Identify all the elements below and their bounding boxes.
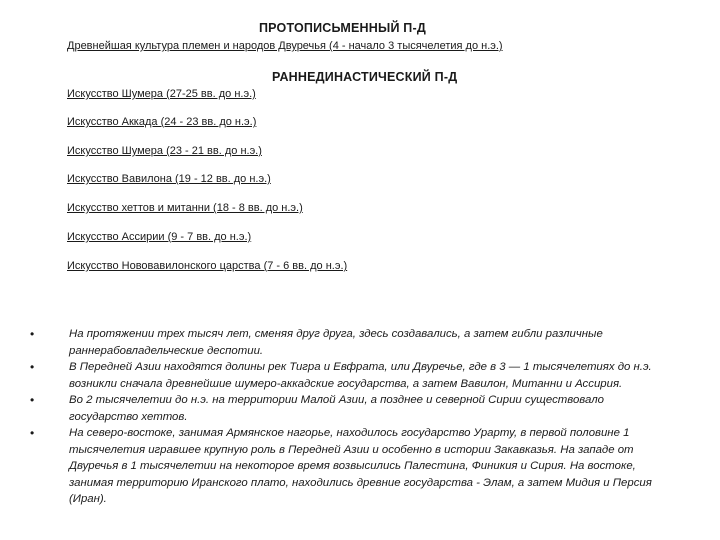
bullet-text: На протяжении трех тысяч лет, сменяя друг друга, здесь создавались, а затем гибли различные раннерабовладельческие деспотии.: [69, 328, 603, 357]
list-item: [28, 425, 668, 508]
list-item: [28, 392, 668, 425]
link-art-of-sumer-early[interactable]: Искусство Шумера (27-25 вв. до н.э.): [67, 88, 256, 100]
bullet-list: [28, 326, 668, 508]
list-item: [28, 359, 668, 392]
list-item: [28, 326, 668, 359]
link-ancient-mesopotamia[interactable]: Древнейшая культура племен и народов Двуречья (4 - начало 3 тысячелетия до н.э.): [67, 40, 503, 52]
link-art-of-neo-babylonian-kingdom[interactable]: Искусство Нововавилонского царства (7 - 6 вв. до н.э.): [67, 260, 348, 272]
bullet-marker: •: [30, 426, 35, 440]
heading-protoliterate-period: ПРОТОПИСЬМЕННЫЙ П-Д: [259, 21, 426, 35]
bullet-text: Во 2 тысячелетии до н.э. на территории Малой Азии, а позднее и северной Сирии существовало государство хеттов.: [69, 394, 604, 423]
link-art-of-babylon[interactable]: Искусство Вавилона (19 - 12 вв. до н.э.): [67, 173, 271, 185]
link-art-of-assyria[interactable]: Искусство Ассирии (9 - 7 вв. до н.э.): [67, 231, 252, 243]
heading-early-dynastic-period: РАННЕДИНАСТИЧЕСКИЙ П-Д: [272, 70, 458, 84]
bullet-text: В Передней Азии находятся долины рек Тигра и Евфрата, или Двуречье, где в 3 — 1 тысячелетиях до н.э. возникли сначала древнейшие шумеро-аккадские государства, а затем Вавилон, Митанни и Ассирия.: [69, 361, 652, 390]
bullet-marker: •: [30, 327, 35, 341]
link-art-of-hittites-mitanni[interactable]: Искусство хеттов и митанни (18 - 8 вв. до н.э.): [67, 202, 303, 214]
link-art-of-sumer-late[interactable]: Искусство Шумера (23 - 21 вв. до н.э.): [67, 145, 262, 157]
bullet-text: На северо-востоке, занимая Армянское нагорье, находилось государство Урарту, в первой половине 1 тысячелетия игравшее крупную роль в Передней Азии и особенно в истории Закавказья. На западе от Двуречья в 1 тысячелетии на некоторое время возвысились Палестина, Финикия и Сирия. На востоке, занимая территорию Иранского плато, находились древние государства - Элам, а затем Мидия и Персия (Иран).: [69, 427, 652, 505]
bullet-marker: •: [30, 360, 35, 374]
bullet-marker: •: [30, 393, 35, 407]
link-art-of-akkad[interactable]: Искусство Аккада (24 - 23 вв. до н.э.): [67, 116, 257, 128]
